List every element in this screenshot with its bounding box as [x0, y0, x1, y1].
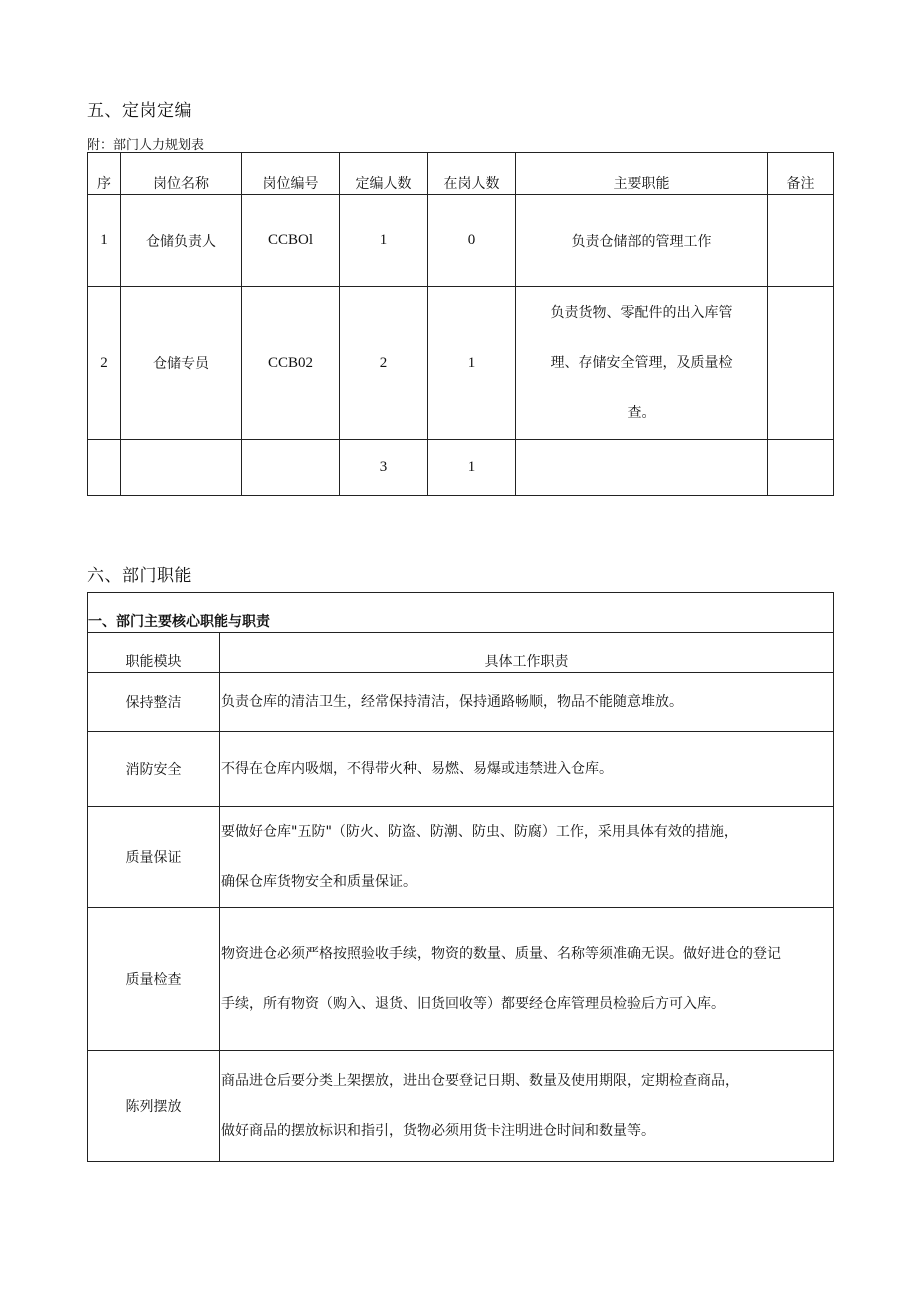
- row-planned-count: 1: [340, 195, 428, 287]
- function-line: 负责货物、零配件的出入库管: [550, 305, 733, 321]
- table-row: [88, 287, 834, 440]
- total-planned-count: 3: [340, 440, 428, 496]
- table-row: [88, 673, 834, 732]
- total-code: [242, 440, 340, 496]
- section-six-title: 六、部门职能: [87, 566, 192, 586]
- row-no: 2: [88, 287, 121, 440]
- total-row: [88, 440, 834, 496]
- row-main-function: [516, 287, 768, 440]
- duty-text: [220, 1051, 834, 1162]
- header-main-function: 主要职能: [516, 153, 768, 195]
- row-remark: [768, 287, 834, 440]
- row-current-count: 1: [428, 287, 516, 440]
- header-position-name: 岗位名称: [121, 153, 242, 195]
- duty-line: 负责仓库的清洁卫生，经常保持清洁，保持通路畅顺，物品不能随意堆放。: [221, 694, 683, 710]
- row-planned-count: 2: [340, 287, 428, 440]
- group-title: 一、部门主要核心职能与职责: [88, 593, 834, 633]
- section-five-title: 五、定岗定编: [87, 101, 192, 121]
- duty-line: 商品进仓后要分类上架摆放，进出仓要登记日期、数量及使用期限，定期检查商品，: [221, 1073, 739, 1089]
- module-name: 消防安全: [88, 732, 220, 807]
- duty-line: 做好商品的摆放标识和指引，货物必须用货卡注明进仓时间和数量等。: [221, 1123, 655, 1139]
- header-planned-count: 定编人数: [340, 153, 428, 195]
- duty-line: 确保仓库货物安全和质量保证。: [221, 874, 417, 890]
- table-header-row: [88, 153, 834, 195]
- group-header-row: [88, 593, 834, 633]
- duty-line: 手续，所有物资（购入、退货、旧货回收等）都要经仓库管理员检验后方可入库。: [221, 996, 725, 1012]
- duty-text: [220, 673, 834, 732]
- table-row: [88, 1051, 834, 1162]
- total-remark: [768, 440, 834, 496]
- duty-line: 要做好仓库"五防"（防火、防盗、防潮、防虫、防腐）工作，采用具体有效的措施，: [221, 824, 738, 840]
- header-no: 序: [88, 153, 121, 195]
- row-position-name: 仓储负责人: [121, 195, 242, 287]
- table-row: [88, 195, 834, 287]
- module-name: 陈列摆放: [88, 1051, 220, 1162]
- duty-line: 物资进仓必须严格按照验收手续，物资的数量、质量、名称等须准确无误。做好进仓的登记: [221, 946, 781, 962]
- duty-text: [220, 732, 834, 807]
- total-no: [88, 440, 121, 496]
- row-main-function: 负责仓储部的管理工作: [516, 195, 768, 287]
- row-position-name: 仓储专员: [121, 287, 242, 440]
- duty-line: 不得在仓库内吸烟，不得带火种、易燃、易爆或违禁进入仓库。: [221, 761, 613, 777]
- table-caption: 附：部门人力规划表: [87, 138, 205, 153]
- staffing-table: [87, 152, 834, 496]
- row-current-count: 0: [428, 195, 516, 287]
- total-name: [121, 440, 242, 496]
- row-position-code: CCB02: [242, 287, 340, 440]
- column-header-row: [88, 633, 834, 673]
- module-name: 质量保证: [88, 807, 220, 908]
- row-position-code: CCBOl: [242, 195, 340, 287]
- function-line: 理、存储安全管理，及质量检: [550, 355, 733, 371]
- header-remark: 备注: [768, 153, 834, 195]
- module-name: 保持整洁: [88, 673, 220, 732]
- table-row: [88, 732, 834, 807]
- duty-text: [220, 908, 834, 1051]
- row-remark: [768, 195, 834, 287]
- table-row: [88, 908, 834, 1051]
- header-current-count: 在岗人数: [428, 153, 516, 195]
- duty-text: [220, 807, 834, 908]
- header-position-code: 岗位编号: [242, 153, 340, 195]
- row-no: 1: [88, 195, 121, 287]
- header-specific-duty: 具体工作职责: [220, 633, 834, 673]
- department-function-table: [87, 592, 834, 1162]
- header-function-module: 职能模块: [88, 633, 220, 673]
- total-current-count: 1: [428, 440, 516, 496]
- module-name: 质量检查: [88, 908, 220, 1051]
- function-line: 查。: [627, 405, 656, 421]
- total-function: [516, 440, 768, 496]
- table-row: [88, 807, 834, 908]
